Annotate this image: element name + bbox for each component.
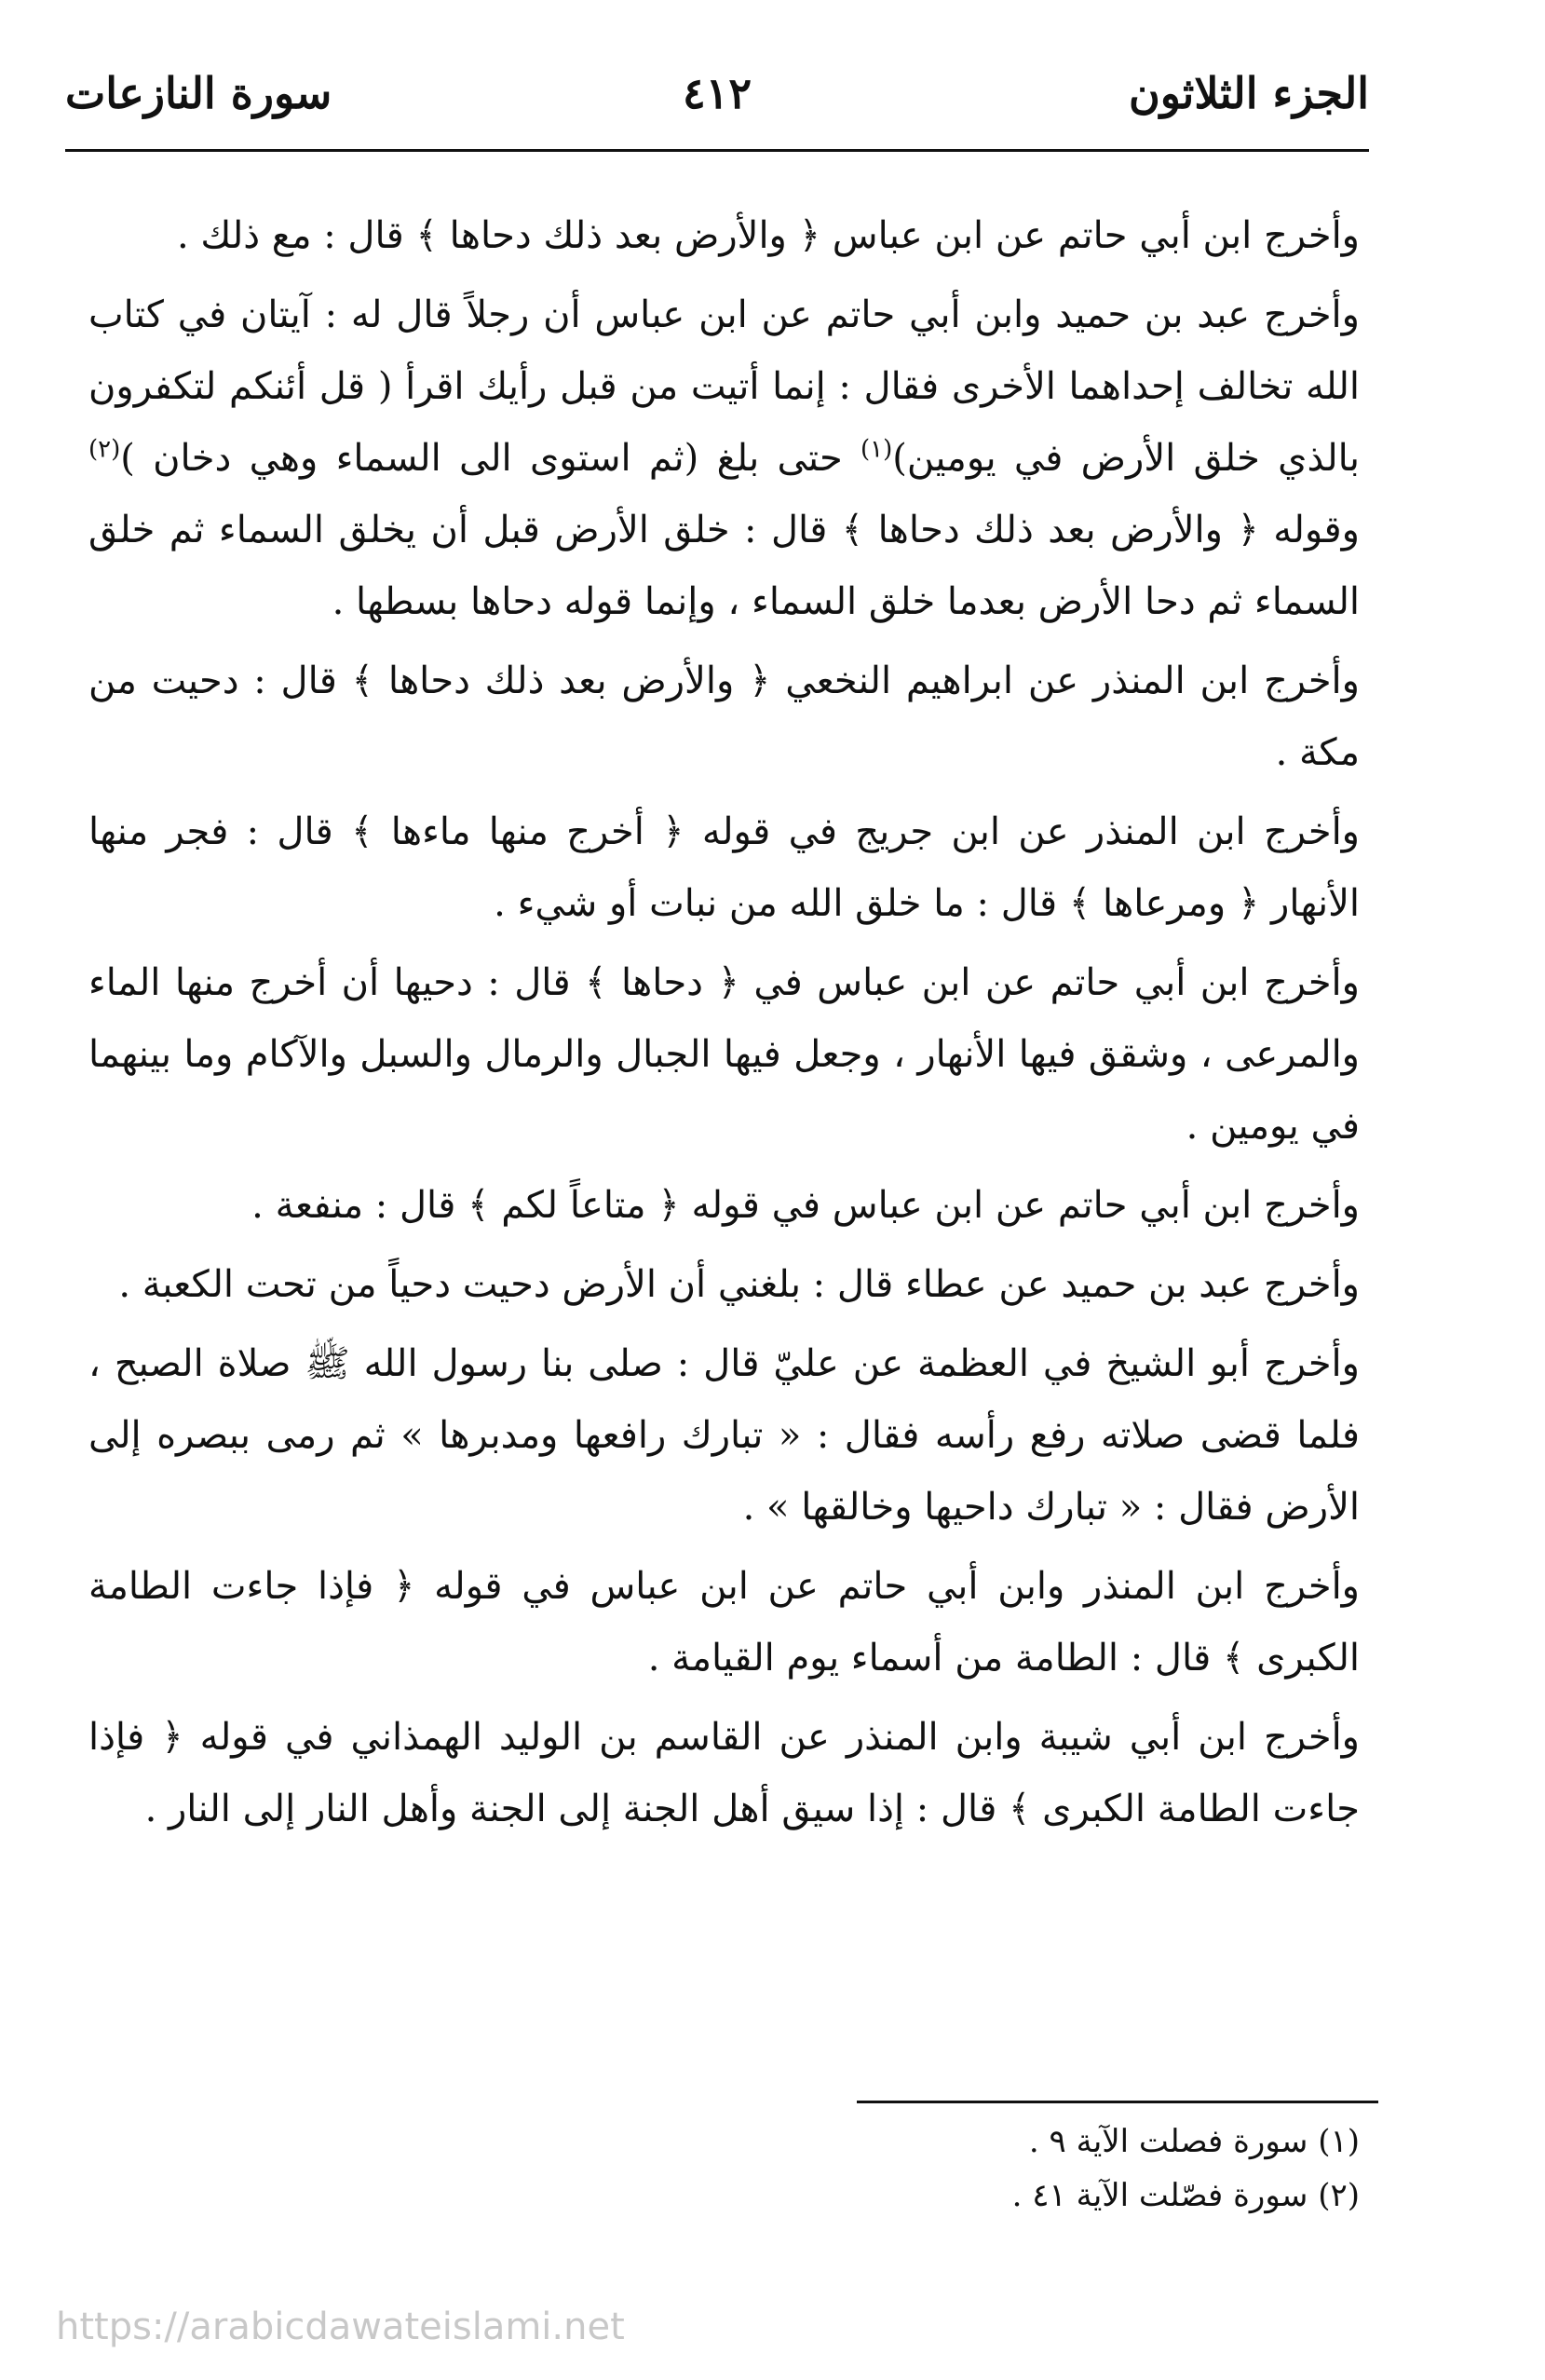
- page-header: [65, 65, 1369, 140]
- paragraph-2: [88, 279, 1360, 638]
- footnote-divider: [857, 2101, 1378, 2103]
- footnote-ref-2: (٢): [88, 435, 121, 464]
- footnotes: [88, 2115, 1360, 2223]
- paragraph-5: وأخرج ابن أبي حاتم عن ابن عباس في ﴿ دحاها ﴾ قال : دحيها أن أخرج منها الماء والمرعى ، وشقق فيها الأنهار ، وجعل فيها الجبال والرمال والسبل والآكام وما بينهما في يومين .: [88, 961, 1360, 1148]
- watermark: https://arabicdawateislami.net: [56, 2305, 625, 2348]
- part-title: الجزء الثلاثون: [1129, 68, 1369, 118]
- paragraph-10: وأخرج ابن أبي شيبة وابن المنذر عن القاسم بن الوليد الهمذاني في قوله ﴿ فإذا جاءت الطامة الكبرى ﴾ قال : إذا سيق أهل الجنة إلى الجنة وأهل النار إلى النار .: [88, 1716, 1360, 1830]
- paragraph-1: وأخرج ابن أبي حاتم عن ابن عباس ﴿ والأرض بعد ذلك دحاها ﴾ قال : مع ذلك .: [176, 214, 1360, 257]
- paragraph-7: وأخرج عبد بن حميد عن عطاء قال : بلغني أن الأرض دحيت دحياً من تحت الكعبة .: [118, 1263, 1360, 1306]
- footnote-2: (٢) سورة فصّلت الآية ٤١ .: [1011, 2177, 1360, 2214]
- paragraph-9: وأخرج ابن المنذر وابن أبي حاتم عن ابن عباس في قوله ﴿ فإذا جاءت الطامة الكبرى ﴾ قال : الطامة من أسماء يوم القيامة .: [88, 1565, 1360, 1680]
- header-divider: [65, 149, 1369, 152]
- paragraph-2-start: وأخرج عبد بن حميد وابن أبي حاتم عن ابن عباس أن رجلاً قال له : آيتان في كتاب الله تخالف إحداهما الأخرى فقال : إنما أتيت من قبل رأيك اقرأ ( قل أئنكم لتكفرون بالذي خلق الأرض في يومين): [88, 293, 1360, 480]
- footnote-1: (١) سورة فصلت الآية ٩ .: [1028, 2123, 1360, 2160]
- main-text: [88, 200, 1360, 1853]
- paragraph-4: وأخرج ابن المنذر عن ابن جريج في قوله ﴿ أخرج منها ماءها ﴾ قال : فجر منها الأنهار ﴿ ومرعاها ﴾ قال : ما خلق الله من نبات أو شيء .: [88, 810, 1360, 925]
- paragraph-8: وأخرج أبو الشيخ في العظمة عن عليّ قال : صلى بنا رسول الله ﷺ صلاة الصبح ، فلما قضى صلاته رفع رأسه فقال : « تبارك رافعها ومدبرها » ثم رمى ببصره إلى الأرض فقال : « تبارك داحيها وخالقها » .: [88, 1342, 1360, 1529]
- footnote-ref-1: (١): [860, 435, 893, 464]
- paragraph-6: وأخرج ابن أبي حاتم عن ابن عباس في قوله ﴿ متاعاً لكم ﴾ قال : منفعة .: [251, 1184, 1360, 1227]
- paragraph-3: وأخرج ابن المنذر عن ابراهيم النخعي ﴿ والأرض بعد ذلك دحاها ﴾ قال : دحيت من مكة .: [88, 660, 1360, 774]
- page-number: ٤١٢: [682, 68, 752, 118]
- paragraph-2-middle: حتى بلغ (ثم استوى الى السماء وهي دخان ): [120, 437, 861, 480]
- surah-title: سورة النازعات: [65, 68, 332, 118]
- paragraph-2-end: وقوله ﴿ والأرض بعد ذلك دحاها ﴾ قال : خلق الأرض قبل أن يخلق السماء ثم خلق السماء ثم دحا الأرض بعدما خلق السماء ، وإنما قوله دحاها بسطها .: [88, 509, 1360, 623]
